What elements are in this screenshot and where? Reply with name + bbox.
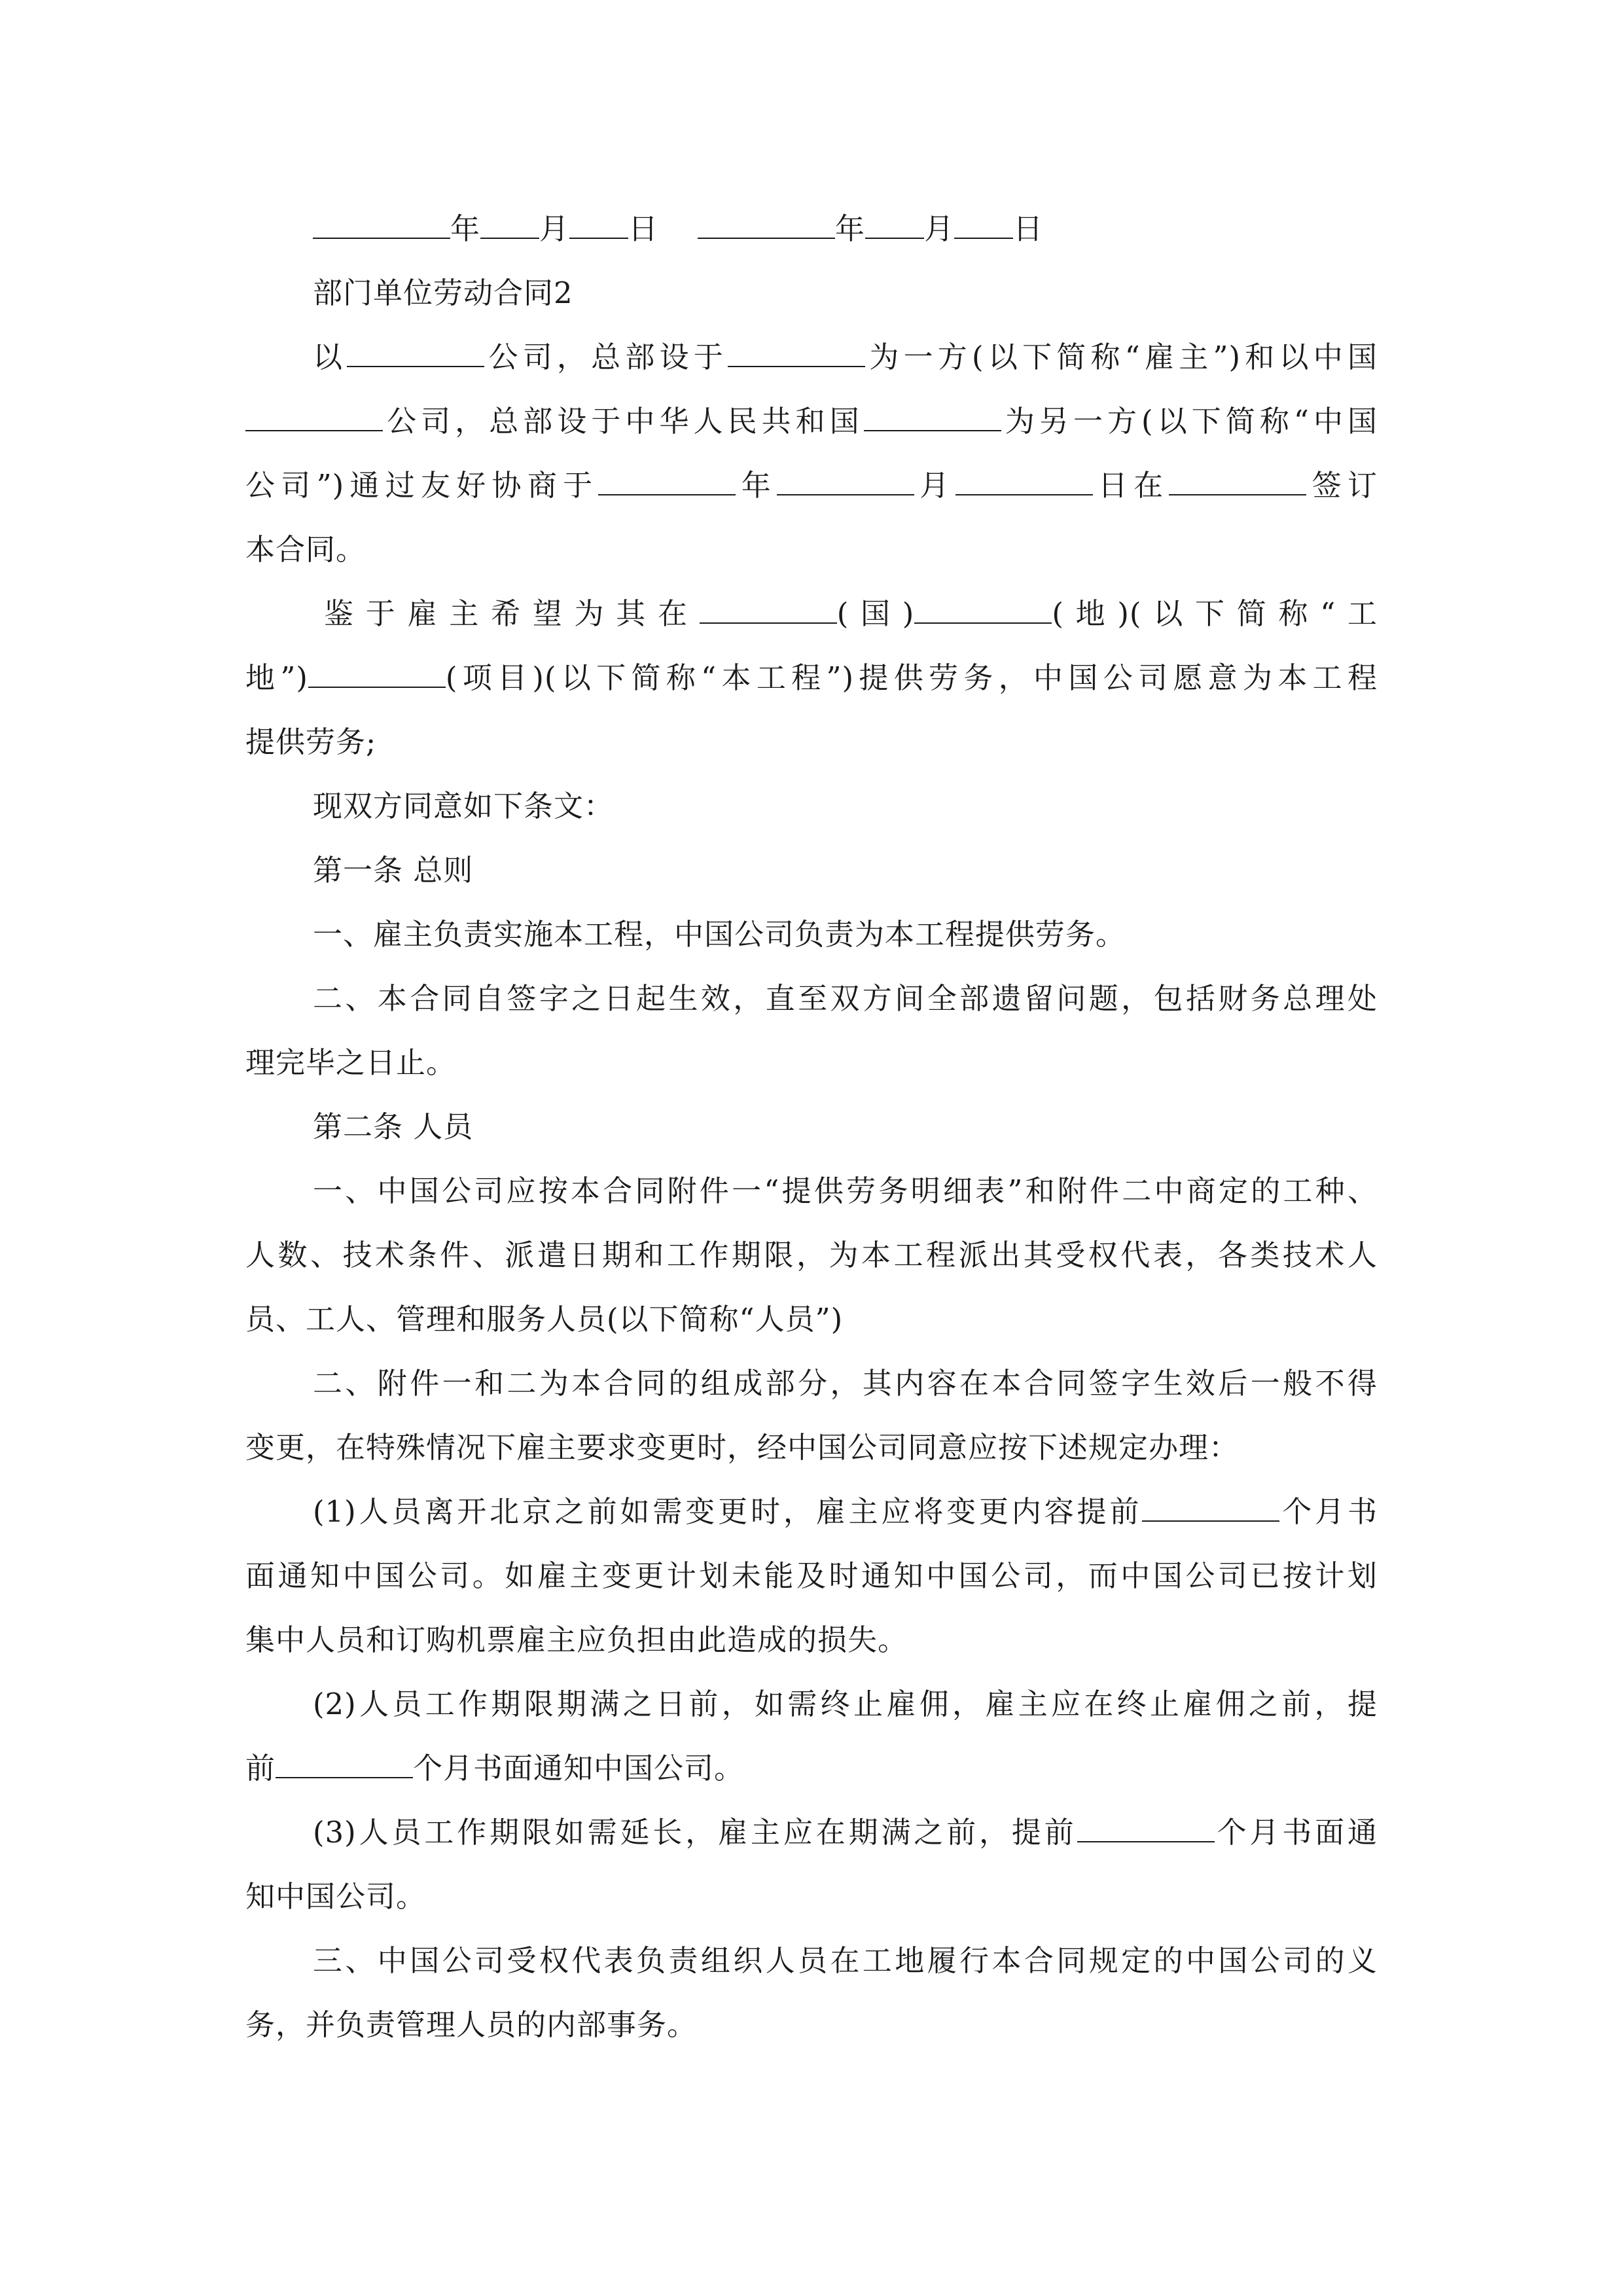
text-run: 人数、技术条件、派遣日期和工作期限，为本工程派出其受权代表，各类技术人 — [245, 1238, 1378, 1272]
text-run: 现双方同意如下条文： — [313, 789, 615, 823]
text-run: 个月书面通知中国公司。 — [413, 1751, 745, 1785]
item-1-line-3 — [245, 1608, 1378, 1672]
date-day-label: 日 — [1013, 211, 1044, 246]
text-run: 第二条 人员 — [313, 1109, 474, 1144]
text-run: 二、本合同自签字之日起生效，直至双方间全部遗留问题，包括财务总理处 — [313, 981, 1378, 1016]
whereas-line-3 — [245, 710, 1378, 774]
blank-line — [480, 211, 539, 239]
blank-line — [276, 1751, 413, 1778]
text-run: 一、雇主负责实施本工程，中国公司负责为本工程提供劳务。 — [313, 917, 1126, 952]
blank-line — [1142, 1494, 1279, 1522]
blank-line — [698, 211, 835, 239]
text-run: 务，并负责管理人员的内部事务。 — [245, 2007, 698, 2042]
text-run: 第一条 总则 — [313, 853, 474, 888]
text-run: (项目)(以下简称“本工程”)提供劳务，中国公司愿意为本工程 — [445, 660, 1378, 695]
article-2-clause-1-line-1 — [245, 1159, 1378, 1223]
blank-line — [728, 340, 865, 367]
text-run: (2)人员工作期限期满之日前，如需终止雇佣，雇主应在终止雇佣之前，提 — [313, 1687, 1378, 1721]
whereas-line-2 — [245, 646, 1378, 710]
date-month-label: 月 — [539, 211, 570, 246]
text-run: 知中国公司。 — [245, 1879, 427, 1914]
agreement-statement — [245, 774, 1378, 838]
item-3-line-1 — [245, 1801, 1378, 1865]
date-year-label: 年 — [835, 211, 866, 246]
article-1-clause-2-line-1 — [245, 967, 1378, 1031]
blank-line — [777, 468, 914, 495]
article-2-clause-1-line-3 — [245, 1287, 1378, 1352]
text-run: 公司，总部设于 — [484, 340, 728, 374]
text-run: 为另一方(以下简称“中国 — [1001, 404, 1378, 439]
whereas-line-1 — [245, 582, 1378, 646]
blank-line — [1077, 1815, 1215, 1842]
preamble-line-2 — [245, 389, 1378, 454]
blank-line — [313, 211, 450, 239]
item-3-line-2 — [245, 1865, 1378, 1929]
text-run: 员、工人、管理和服务人员(以下简称“人员”) — [245, 1302, 844, 1336]
blank-line — [914, 596, 1052, 624]
text-run: (3)人员工作期限如需延长，雇主应在期满之前，提前 — [313, 1815, 1077, 1850]
article-1-heading — [245, 838, 1378, 903]
text-run: 理完毕之日止。 — [245, 1045, 457, 1080]
blank-line — [955, 468, 1093, 495]
text-run: 二、附件一和二为本合同的组成部分，其内容在本合同签字生效后一般不得 — [313, 1366, 1378, 1401]
text-run: 月 — [914, 468, 955, 503]
item-2-line-1 — [245, 1672, 1378, 1736]
date-year-label: 年 — [450, 211, 481, 246]
text-run: 提供劳务; — [245, 725, 377, 759]
text-run: 三、中国公司受权代表负责组织人员在工地履行本合同规定的中国公司的义 — [313, 1943, 1378, 1978]
article-1-clause-2-line-2 — [245, 1031, 1378, 1095]
preamble-line-1 — [245, 325, 1378, 389]
text-run: 个月书 — [1279, 1494, 1378, 1529]
item-1-line-1 — [245, 1480, 1378, 1544]
text-run: 日在 — [1092, 468, 1169, 503]
text-run: 为一方(以下简称“雇主”)和以中国 — [865, 340, 1378, 374]
preamble-line-4 — [245, 518, 1378, 582]
text-run: 以 — [313, 340, 348, 374]
article-2-heading — [245, 1095, 1378, 1159]
text-run: (国) — [836, 596, 915, 631]
text-run: 本合同。 — [245, 532, 366, 567]
document-body — [245, 197, 1378, 2057]
text-run: 集中人员和订购机票雇主应负担由此造成的损失。 — [245, 1623, 908, 1657]
article-1-clause-1 — [245, 903, 1378, 967]
blank-line — [1169, 468, 1306, 495]
text-run: 鉴于雇主希望为其在 — [324, 596, 700, 631]
blank-line — [347, 340, 484, 367]
text-run: 面通知中国公司。如雇主变更计划未能及时通知中国公司，而中国公司已按计划 — [245, 1558, 1378, 1593]
text-run: 年 — [736, 468, 777, 503]
document-title — [245, 261, 1378, 325]
blank-line — [598, 468, 736, 495]
blank-line — [954, 211, 1013, 239]
date-month-label: 月 — [924, 211, 955, 246]
text-run: 一、中国公司应按本合同附件一“提供劳务明细表”和附件二中商定的工种、 — [313, 1174, 1378, 1208]
text-run: 公司”)通过友好协商于 — [245, 468, 599, 503]
article-2-clause-2-line-1 — [245, 1352, 1378, 1416]
text-run: 地”) — [245, 660, 308, 695]
text-run: (1)人员离开北京之前如需变更时，雇主应将变更内容提前 — [313, 1494, 1143, 1529]
date-day-label: 日 — [628, 211, 659, 246]
article-2-clause-3-line-1 — [245, 1929, 1378, 1993]
blank-line — [864, 404, 1001, 431]
text-run: 变更，在特殊情况下雇主要求变更时，经中国公司同意应按下述规定办理： — [245, 1430, 1240, 1465]
signature-date-row — [245, 197, 1378, 261]
preamble-line-3 — [245, 454, 1378, 518]
blank-line — [308, 660, 446, 688]
blank-line — [700, 596, 837, 624]
article-2-clause-3-line-2 — [245, 1993, 1378, 2057]
blank-line — [569, 211, 628, 239]
text-run: 个月书面通 — [1214, 1815, 1378, 1850]
text-run: 签订 — [1306, 468, 1378, 503]
blank-line — [245, 404, 383, 431]
article-2-clause-1-line-2 — [245, 1223, 1378, 1287]
item-1-line-2 — [245, 1544, 1378, 1608]
title-text: 部门单位劳动合同2 — [313, 276, 573, 310]
article-2-clause-2-line-2 — [245, 1416, 1378, 1480]
text-run: 公司，总部设于中华人民共和国 — [383, 404, 864, 439]
text-run: (地)(以下简称“工 — [1052, 596, 1378, 631]
blank-line — [865, 211, 924, 239]
item-2-line-2 — [245, 1736, 1378, 1801]
text-run: 前 — [245, 1751, 276, 1785]
